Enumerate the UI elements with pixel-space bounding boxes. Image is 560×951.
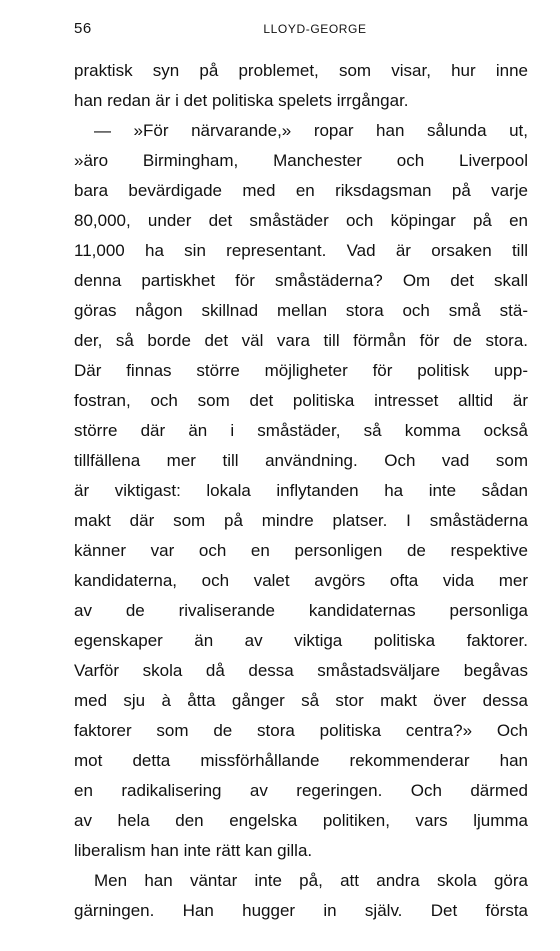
text-line: 11,000 ha sin representant. Vad är orsaken till bbox=[74, 241, 528, 260]
text-line: Men han väntar inte på, att andra skola göra bbox=[94, 871, 528, 890]
text-line: en radikalisering av regeringen. Och därmed bbox=[74, 781, 528, 800]
text-line: han redan är i det politiska spelets irrgångar. bbox=[74, 91, 409, 110]
text-line: större där än i småstäder, så komma också bbox=[74, 421, 528, 440]
text-line: gärningen. Han hugger in själv. Det första bbox=[74, 901, 528, 920]
text-line: makt där som på mindre platser. I småstäderna bbox=[74, 511, 528, 530]
text-line: är viktigast: lokala inflytanden ha inte sådan bbox=[74, 481, 528, 500]
text-line: Där finnas större möjligheter för politisk upp- bbox=[74, 361, 528, 380]
page-number: 56 bbox=[74, 20, 92, 37]
text-line: göras någon skillnad mellan stora och små stä- bbox=[74, 301, 528, 320]
body-text bbox=[74, 56, 528, 926]
running-header bbox=[74, 20, 528, 40]
text-line: faktorer som de stora politiska centra?» Och bbox=[74, 721, 528, 740]
text-line: tillfällena mer till användning. Och vad som bbox=[74, 451, 528, 470]
text-line: Varför skola då dessa småstadsväljare begåvas bbox=[74, 661, 528, 680]
text-line: der, så borde det väl vara till förmån för de stora. bbox=[74, 331, 528, 350]
text-line: fostran, och som det politiska intresset alltid är bbox=[74, 391, 528, 410]
text-line: kandidaterna, och valet avgörs ofta vida mer bbox=[74, 571, 528, 590]
text-line: med sju à åtta gånger så stor makt över dessa bbox=[74, 691, 528, 710]
text-line: bara bevärdigade med en riksdagsman på varje bbox=[74, 181, 528, 200]
text-line: 80,000, under det småstäder och köpingar på en bbox=[74, 211, 528, 230]
text-line: mot detta missförhållande rekommenderar han bbox=[74, 751, 528, 770]
text-line: denna partiskhet för småstäderna? Om det skall bbox=[74, 271, 528, 290]
text-line: av hela den engelska politiken, vars ljumma bbox=[74, 811, 528, 830]
text-line: praktisk syn på problemet, som visar, hur inne bbox=[74, 61, 528, 80]
text-line: känner var och en personligen de respektive bbox=[74, 541, 528, 560]
text-line: egenskaper än av viktiga politiska faktorer. bbox=[74, 631, 528, 650]
running-title: LLOYD-GEORGE bbox=[263, 22, 367, 36]
text-line: liberalism han inte rätt kan gilla. bbox=[74, 841, 313, 860]
text-line: »äro Birmingham, Manchester och Liverpool bbox=[74, 151, 528, 170]
text-line: — »För närvarande,» ropar han sålunda ut, bbox=[94, 121, 528, 140]
text-line: av de rivaliserande kandidaternas personliga bbox=[74, 601, 528, 620]
